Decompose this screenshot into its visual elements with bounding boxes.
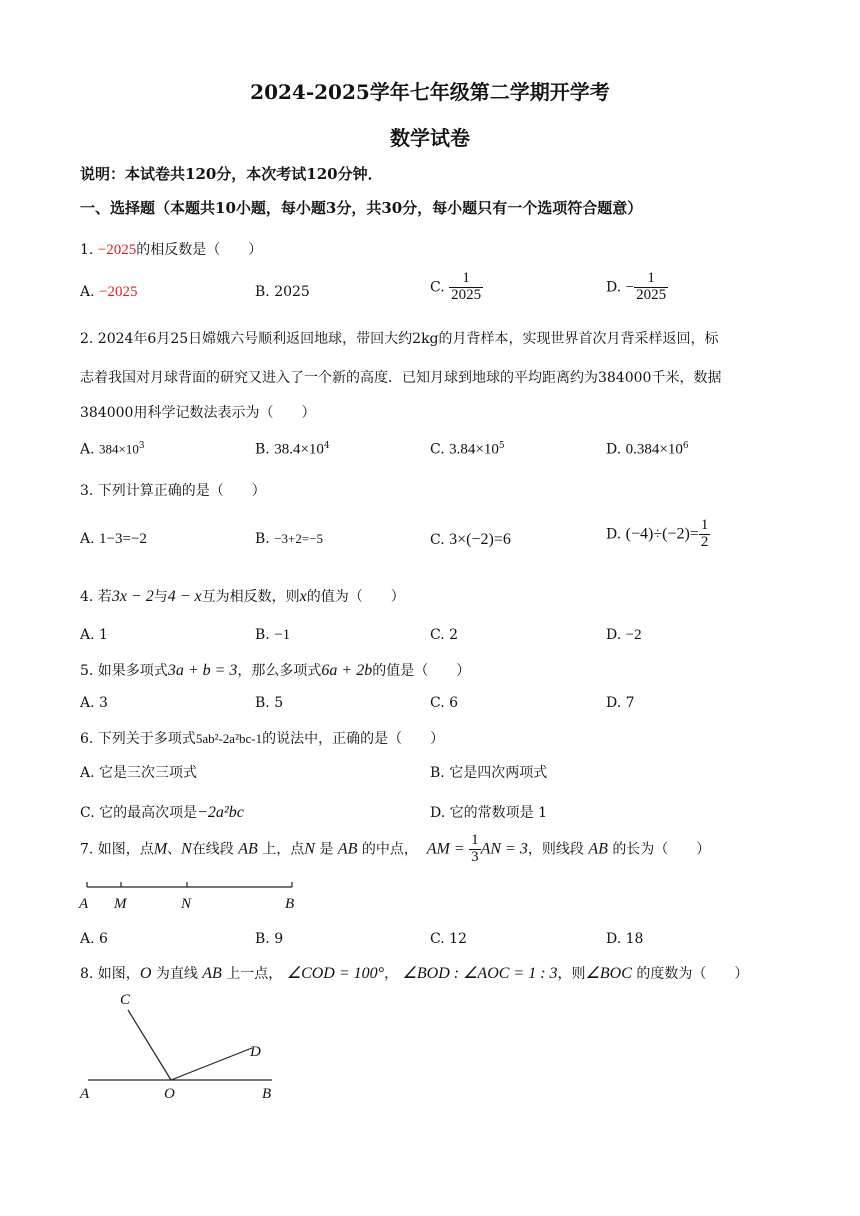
q2-option-c: C. $3.84\times 10^5$ [430,441,505,458]
exam-title: 2024-2025学年七年级第二学期开学考 [250,80,610,104]
question-7: 7. 如图，点M、N在线段 AB 上，点N 是 AB 的中点， AM = $\frac{1}{3}$ AN = 3，则线段 AB 的长为（ ） [80,832,711,865]
q4-option-c: C. 2 [430,627,459,643]
q6-option-b: B. 它是四次两项式 [430,765,548,781]
label-a: A [79,896,89,912]
label-d: D [250,1044,261,1060]
q2-line-1: 2. 2024年6月25日嫦娥六号顺利返回地球，带回大约2kg的月背样本，实现世界首次月背采样返回，标 [80,331,719,347]
label-b: B [285,896,295,912]
q8-angle-figure [74,988,294,1103]
ray-od [171,1048,252,1080]
q3-option-d: D. (−4)÷(−2)= $\frac{1}{2}$ [606,517,709,550]
q2-option-a: A. $384\times 10^3$ [80,441,145,458]
section-heading: 一、选择题（本题共10小题，每小题3分，共30分，每小题只有一个选项符合题意） [80,199,643,217]
q5-option-b: B. 5 [255,695,284,711]
label-a: A [80,1086,90,1102]
label-c: C [120,992,131,1008]
q4-option-d: D. −2 [606,627,642,643]
question-1: 1. −2025的相反数是（ ） [80,242,263,258]
q5-option-c: C. 6 [430,695,459,711]
q3-option-b: B. −3+2=−5 [255,531,324,547]
question-4: 4. 若3x − 2与4 − x互为相反数，则x的值为（ ） [80,588,405,605]
q3-option-a: A. 1−3=−2 [80,531,147,547]
q4-option-a: A. 1 [80,627,108,643]
q2-line-3: 384000用科学记数法表示为（ ） [80,405,316,421]
q7-option-a: A. 6 [80,931,108,947]
label-o: O [164,1086,175,1102]
question-8: 8. 如图，O 为直线 AB 上一点， ∠COD = 100°， ∠BOD : ∠AOC = 1 : 3，则∠BOC 的度数为（ ） [80,965,749,982]
question-3: 3. 下列计算正确的是（ ） [80,483,266,499]
q6-option-d: D. 它的常数项是 1 [430,805,547,821]
q5-option-a: A. 3 [80,695,108,711]
ray-oc [128,1010,171,1080]
q1-option-a: A. −2025 [80,284,138,300]
q7-segment-figure [74,876,314,916]
q7-option-b: B. 9 [255,931,284,947]
q7-option-d: D. 18 [606,931,644,947]
question-5: 5. 如果多项式3a + b = 3，那么多项式6a + 2b的值是（ ） [80,662,471,679]
label-b: B [262,1086,272,1102]
label-m: M [114,896,127,912]
q1-option-d: D. − $\frac{1}{2025}$ [606,270,667,303]
q2-option-d: D. $0.384\times 10^6$ [606,441,689,458]
q1-option-c: C. $\frac{1}{2025}$ [430,270,482,303]
q4-option-b: B. −1 [255,627,291,643]
q6-option-a: A. 它是三次三项式 [80,765,198,781]
q7-option-c: C. 12 [430,931,467,947]
q6-option-c: C. 它的最高次项是−2a²bc [80,804,244,821]
label-n: N [181,896,192,912]
q1-option-b: B. 2025 [255,284,310,300]
question-6: 6. 下列关于多项式5ab²-2a²bc-1的说法中，正确的是（ ） [80,731,445,747]
q2-option-b: B. $38.4\times 10^4$ [255,441,330,458]
q3-option-c: C. 3×(−2)=6 [430,531,511,548]
q1-value: −2025 [97,242,137,258]
q5-option-d: D. 7 [606,695,635,711]
exam-note: 说明：本试卷共120分，本次考试120分钟． [80,165,383,183]
q2-line-2: 志着我国对月球背面的研究又进入了一个新的高度．已知月球到地球的平均距离约为384000千米，数据 [80,370,722,386]
exam-subtitle: 数学试卷 [390,126,470,150]
